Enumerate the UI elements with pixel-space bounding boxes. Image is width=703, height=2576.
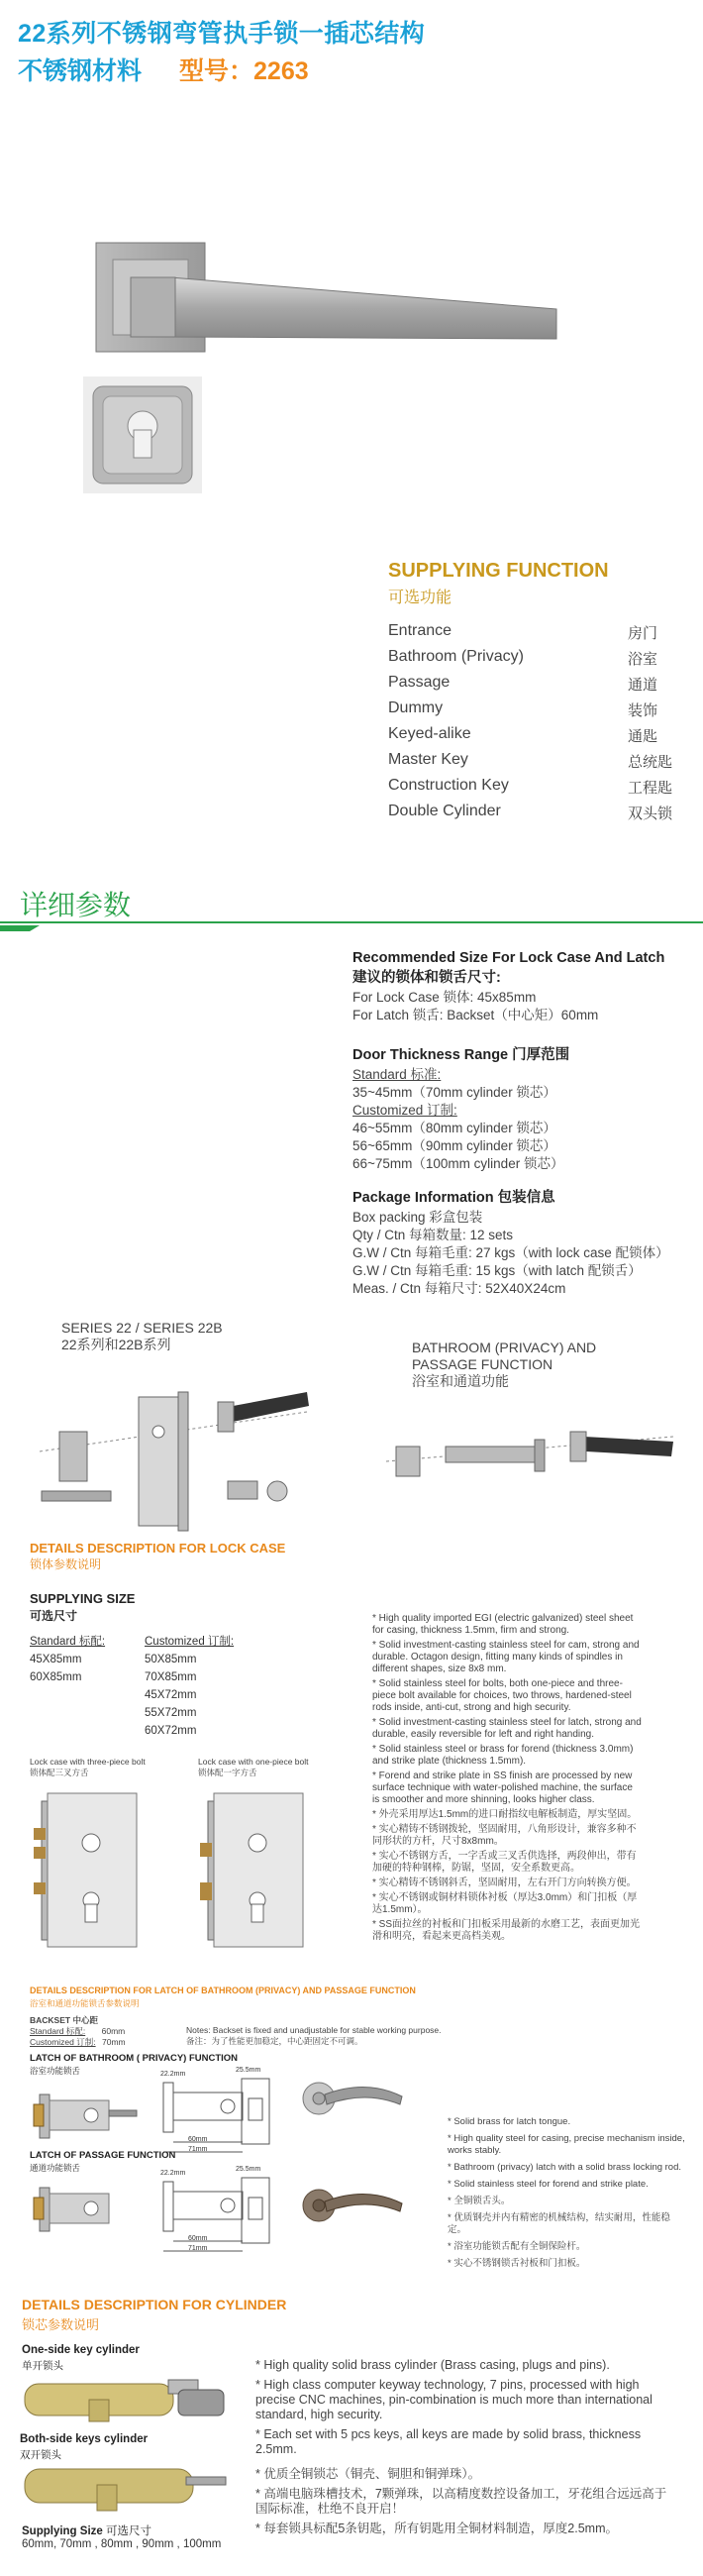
bullet-item: * Solid stainless steel or brass for forend (thickness 3.0mm) and strike plate (thickness 1.5mm). <box>372 1744 634 1767</box>
material-line <box>18 52 309 87</box>
package-line: G.W / Ctn 每箱毛重: 27 kgs（with lock case 配锁体） <box>352 1245 669 1260</box>
cylinder-title: DETAILS DESCRIPTION FOR CYLINDER <box>22 2297 287 2312</box>
bath-latch-title: LATCH OF BATHROOM ( PRIVACY) FUNCTION <box>30 2053 239 2064</box>
door-thickness-block <box>352 1046 689 1173</box>
bullet-text: 浴室功能锁舌配有全铜保险杆。 <box>453 2241 586 2252</box>
bullet-text: SS面拉丝的衬板和门扣板采用最新的水磨工艺，表面更加光滑和明亮，看起来更高档美观。 <box>372 1919 641 1942</box>
supplying-size-line <box>22 2522 151 2538</box>
backset-customized-label: Customized 订制: <box>30 2037 96 2047</box>
bullet-text: Solid stainless steel for forend and strike plate. <box>453 2179 649 2190</box>
bullet-item: * Solid investment-casting stainless steel for cam, strong and durable. Octagon design, fitting many kinds of spindles in different shapes, size 8x8 mm. <box>372 1640 640 1674</box>
model-label: 型号： <box>179 57 254 85</box>
bullet-item: * Each set with 5 pcs keys, all keys are made by solid brass, thickness 2.5mm. <box>255 2427 642 2456</box>
dim-label: 22.2mm <box>160 2071 186 2078</box>
bullet-text: 实心不锈钢或铜材料锁体衬板（厚达3.0mm）和门扣板（厚达1.5mm）。 <box>372 1892 638 1915</box>
series-right-en2: PASSAGE FUNCTION <box>412 1356 553 1372</box>
function-en: Passage <box>388 674 451 691</box>
bullet-text: Solid brass for latch tongue. <box>453 2116 571 2127</box>
bullet-text: 每套锁具标配5条钥匙，所有钥匙用全铜材料制造，厚度2.5mm。 <box>263 2522 618 2535</box>
function-en: Construction Key <box>388 777 509 794</box>
standard-size-list <box>30 1633 105 1686</box>
function-item <box>388 777 685 803</box>
standard-label: Standard 标准: <box>352 1067 442 1082</box>
material-label: 不锈钢材料 <box>18 57 143 85</box>
package-block <box>352 1189 689 1298</box>
exploded-latch-diagram <box>376 1402 683 1501</box>
both-side-label: Both-side keys cylinder <box>20 2433 149 2445</box>
backset-label: BACKSET 中心距 <box>30 2015 98 2025</box>
passage-lever-image <box>297 2176 408 2245</box>
bullet-text: 全铜锁舌头。 <box>453 2196 511 2206</box>
lock-case-caption-1 <box>30 1757 146 1778</box>
both-side-cylinder-image <box>20 2459 238 2519</box>
bullet-item: * 每套锁具标配5条钥匙，所有钥匙用全铜材料制造，厚度2.5mm。 <box>255 2522 618 2535</box>
bullet-item: * SS面拉丝的衬板和门扣板采用最新的水磨工艺，表面更加光滑和明亮，看起来更高档美观。 <box>372 1919 641 1942</box>
bullet-item: * 优质钢壳并内有精密的机械结构，结实耐用，性能稳定。 <box>448 2212 670 2235</box>
caption-en: Lock case with three-piece bolt <box>30 1757 146 1767</box>
size-item: 50X85mm <box>145 1654 197 1665</box>
bullet-item: * High class computer keyway technology, 7 pins, processed with high precise CNC machines, pin-combination is much more than international standard, high security. <box>255 2378 653 2421</box>
bullet-text: High class computer keyway technology, 7 pins, processed with high precise CNC machines, pin-combination is much more than international standard, high security. <box>255 2378 653 2421</box>
supplying-size-label-cn: 可选尺寸 <box>106 2525 151 2537</box>
function-en: Keyed-alike <box>388 725 471 742</box>
customized-label: Customized 订制: <box>352 1103 457 1118</box>
function-cn: 总统匙 <box>628 754 673 771</box>
bullet-text: High quality solid brass cylinder (Brass casing, plugs and pins). <box>263 2358 610 2372</box>
bullet-text: 实心不锈钢方舌，一字舌或三叉舌供选择，两段伸出，带有加硬的特种钢棒，防锯，坚固，安全系数更高。 <box>372 1851 637 1874</box>
bullet-item: * Solid brass for latch tongue. <box>448 2116 571 2127</box>
bullet-text: Solid investment-casting stainless steel for cam, strong and durable. Octagon design, fitting many kinds of spindles in different shapes, size 8x8 mm. <box>372 1640 640 1674</box>
heading-accent <box>0 925 40 931</box>
dim-label: 71mm <box>188 2245 208 2252</box>
backset-standard-value: 60mm <box>101 2026 126 2036</box>
bullet-item: * 高端电脑珠槽技术，7颗弹珠，以高精度数控设备加工，牙花组合远远高于国际标准，杜绝不良开启！ <box>255 2487 667 2516</box>
series-right-en1: BATHROOM (PRIVACY) AND <box>412 1340 597 1355</box>
bullet-item: * 全铜锁舌头。 <box>448 2196 511 2206</box>
function-cn: 浴室 <box>628 651 658 668</box>
details-heading: 详细参数 <box>20 890 132 920</box>
size-item: 60X85mm <box>30 1671 82 1683</box>
bullet-text: Forend and strike plate in SS finish are processed by new surface technique with water-polished machine, the surface is smoother and more shinning, looks higher class. <box>372 1771 633 1805</box>
backset-standard <box>30 2026 188 2037</box>
cylinder-sizes: 60mm, 70mm , 80mm , 90mm , 100mm <box>22 2538 222 2550</box>
bullet-item: * Forend and strike plate in SS finish are processed by new surface technique with water-polished machine, the surface is smoother and more shinning, looks higher class. <box>372 1771 633 1805</box>
series-right-label <box>412 1340 596 1390</box>
package-line: Meas. / Ctn 每箱尺寸: 52X40X24cm <box>352 1281 566 1296</box>
thickness-line: 56~65mm（90mm cylinder 锁芯） <box>352 1138 556 1153</box>
both-side-label-cn: 双开锁头 <box>20 2449 61 2461</box>
backset-customized-value: 70mm <box>101 2037 126 2047</box>
size-item: 55X72mm <box>145 1707 197 1719</box>
function-item <box>388 622 685 648</box>
backset-standard-label: Standard 标配: <box>30 2026 86 2036</box>
function-item <box>388 648 685 674</box>
function-en: Bathroom (Privacy) <box>388 648 524 665</box>
recommended-size-block <box>352 949 689 1024</box>
customized-size-list <box>145 1633 234 1740</box>
bullet-text: 优质钢壳并内有精密的机械结构，结实耐用，性能稳定。 <box>448 2212 670 2235</box>
series-left-label <box>61 1320 223 1353</box>
function-list <box>388 622 685 828</box>
function-en: Double Cylinder <box>388 803 501 819</box>
bullet-item: * 实心不锈钢锁舌衬板和门扣板。 <box>448 2258 586 2269</box>
bullet-item: * 外壳采用厚达1.5mm的进口耐指纹电解板制造，厚实坚固。 <box>372 1809 638 1820</box>
bullet-item: * 优质全铜锁芯（铜壳、铜胆和铜弹珠）。 <box>255 2467 481 2481</box>
exploded-lock-diagram <box>30 1372 317 1541</box>
door-thickness-title: Door Thickness Range 门厚范围 <box>352 1047 570 1063</box>
note-cn: 备注：为了性能更加稳定，中心距固定不可调。 <box>186 2036 363 2046</box>
caption-en: Lock case with one-piece bolt <box>198 1757 309 1767</box>
latch-title-cn: 浴室和通道功能锁舌参数说明 <box>30 1998 140 2008</box>
bullet-item: * High quality solid brass cylinder (Brass casing, plugs and pins). <box>255 2358 610 2372</box>
function-en: Master Key <box>388 751 468 768</box>
bullet-text: Solid investment-casting stainless steel for latch, strong and durable, easily reversible for left and right handing. <box>372 1717 642 1740</box>
bullet-text: 高端电脑珠槽技术，7颗弹珠，以高精度数控设备加工，牙花组合远远高于国际标准，杜绝不良开启！ <box>255 2487 667 2516</box>
bullet-text: High quality steel for casing, precise mechanism inside, works stably. <box>448 2133 685 2156</box>
bullet-text: 实心不锈钢锁舌衬板和门扣板。 <box>453 2258 586 2269</box>
bath-strike-plate-drawing <box>236 2067 273 2152</box>
escutcheon-image <box>81 375 204 495</box>
standard-size-label: Standard 标配: <box>30 1636 106 1648</box>
cylinder-bullets <box>255 2358 671 2541</box>
customized-size-label: Customized 订制: <box>145 1636 235 1648</box>
supplying-function-title: SUPPLYING FUNCTION <box>388 560 609 582</box>
size-item: 45X85mm <box>30 1654 82 1665</box>
bullet-text: 优质全铜锁芯（铜壳、铜胆和铜弹珠）。 <box>263 2467 481 2481</box>
thickness-line: 66~75mm（100mm cylinder 锁芯） <box>352 1156 564 1171</box>
bullet-text: 实心精铸不锈钢拨轮，坚固耐用，八角形设计，兼容多种不同形状的方杆，尺寸8x8mm。 <box>372 1824 637 1847</box>
note-en: Notes: Backset is fixed and unadjustable for stable working purpose. <box>186 2025 442 2035</box>
cylinder-title-cn: 锁芯参数说明 <box>22 2317 100 2332</box>
bullet-text: Bathroom (privacy) latch with a solid brass locking rod. <box>453 2162 682 2173</box>
recommended-line: For Latch 锁舌: Backset（中心矩）60mm <box>352 1008 599 1022</box>
function-item <box>388 674 685 699</box>
lock-case-one-bolt-image <box>196 1783 325 1952</box>
dim-label: 25.5mm <box>236 2166 261 2173</box>
model-number: 2263 <box>253 57 309 85</box>
heading-divider <box>0 921 703 923</box>
function-cn: 通匙 <box>628 728 658 745</box>
dim-label: 60mm <box>188 2235 208 2242</box>
package-line: Qty / Ctn 每箱数量: 12 sets <box>352 1228 514 1242</box>
backset-note <box>186 2025 442 2047</box>
dim-label: 22.2mm <box>160 2170 186 2177</box>
supplying-size-title: SUPPLYING SIZE <box>30 1591 136 1606</box>
bullet-text: Each set with 5 pcs keys, all keys are made by solid brass, thickness 2.5mm. <box>255 2427 642 2456</box>
bullet-item: * 实心不锈钢方舌，一字舌或三叉舌供选择，两段伸出，带有加硬的特种钢棒，防锯，坚固，安全系数更高。 <box>372 1851 637 1874</box>
bullet-item: * High quality steel for casing, precise mechanism inside, works stably. <box>448 2133 685 2156</box>
package-line: G.W / Ctn 每箱毛重: 15 kgs（with latch 配锁舌） <box>352 1263 642 1278</box>
function-item <box>388 699 685 725</box>
latch-title: DETAILS DESCRIPTION FOR LATCH OF BATHROOM (PRIVACY) AND PASSAGE FUNCTION <box>30 1986 416 1995</box>
dim-label: 60mm <box>188 2136 208 2143</box>
series-left-cn: 22系列和22B系列 <box>61 1337 171 1352</box>
series-right-cn: 浴室和通道功能 <box>412 1373 509 1389</box>
recommended-title-cn: 建议的锁体和锁舌尺寸: <box>352 970 501 986</box>
thickness-line: 35~45mm（70mm cylinder 锁芯） <box>352 1085 556 1100</box>
recommended-title: Recommended Size For Lock Case And Latch <box>352 950 665 966</box>
bullet-text: 外壳采用厚达1.5mm的进口耐指纹电解板制造，厚实坚固。 <box>378 1809 638 1820</box>
one-side-label: One-side key cylinder <box>22 2344 140 2356</box>
lock-case-title: DETAILS DESCRIPTION FOR LOCK CASE <box>30 1541 286 1556</box>
passage-latch-title: LATCH OF PASSAGE FUNCTION <box>30 2150 176 2161</box>
one-side-label-cn: 单开锁头 <box>22 2360 63 2372</box>
bullet-item: * Bathroom (privacy) latch with a solid brass locking rod. <box>448 2162 682 2173</box>
series-left-en: SERIES 22 / SERIES 22B <box>61 1320 223 1336</box>
package-title: Package Information 包装信息 <box>352 1190 555 1206</box>
passage-strike-plate-drawing <box>236 2166 273 2251</box>
bullet-item: * 实心不锈钢或铜材料锁体衬板（厚达3.0mm）和门扣板（厚达1.5mm）。 <box>372 1892 638 1915</box>
bullet-item: * Solid stainless steel for forend and strike plate. <box>448 2179 649 2190</box>
bullet-text: High quality imported EGI (electric galvanized) steel sheet for casing, thickness 1.5mm, firm and strong. <box>372 1613 634 1636</box>
function-item <box>388 725 685 751</box>
function-cn: 通道 <box>628 677 658 694</box>
bullet-item: * 实心精铸不锈钢拨轮，坚固耐用，八角形设计，兼容多种不同形状的方杆，尺寸8x8mm。 <box>372 1824 637 1847</box>
size-item: 45X72mm <box>145 1689 197 1701</box>
dim-label: 25.5mm <box>236 2067 261 2074</box>
bullet-item: * Solid stainless steel for bolts, both one-piece and three-piece bolt available for choices, two throws, hardened-steel rods inside, anti-cut, strong and high security. <box>372 1678 632 1713</box>
size-item: 60X72mm <box>145 1725 197 1737</box>
bullet-text: 实心精铸不锈钢斜舌，坚固耐用，左右开门方向转换方便。 <box>378 1878 637 1888</box>
bullet-text: Solid stainless steel or brass for forend (thickness 3.0mm) and strike plate (thickness 1.5mm). <box>372 1744 634 1767</box>
lock-case-caption-2 <box>198 1757 309 1778</box>
passage-latch-image <box>30 2174 139 2243</box>
bullet-text: Solid stainless steel for bolts, both one-piece and three-piece bolt available for choices, two throws, hardened-steel rods inside, anti-cut, strong and high security. <box>372 1678 632 1713</box>
recommended-line: For Lock Case 锁体: 45x85mm <box>352 990 537 1005</box>
package-line: Box packing 彩盒包装 <box>352 1210 483 1225</box>
lock-case-bullets <box>372 1613 642 1946</box>
function-item <box>388 803 685 828</box>
lock-case-three-bolt-image <box>30 1783 158 1952</box>
bullet-item: * Solid investment-casting stainless steel for latch, strong and durable, easily reversible for left and right handing. <box>372 1717 642 1740</box>
lock-case-title-cn: 锁体参数说明 <box>30 1557 102 1571</box>
caption-cn: 锁体配一字方舌 <box>198 1768 257 1777</box>
supplying-function-subtitle: 可选功能 <box>388 590 452 606</box>
function-cn: 房门 <box>628 625 658 642</box>
bath-latch-image <box>30 2075 139 2154</box>
function-cn: 装饰 <box>628 702 658 719</box>
function-en: Entrance <box>388 622 452 639</box>
supplying-size-label: Supplying Size <box>22 2525 103 2537</box>
lever-handle-image <box>91 238 665 367</box>
thickness-line: 46~55mm（80mm cylinder 锁芯） <box>352 1121 556 1135</box>
backset-block <box>30 2015 188 2048</box>
function-cn: 工程匙 <box>628 780 673 797</box>
size-item: 70X85mm <box>145 1671 197 1683</box>
page-title: 22系列不锈钢弯管执手锁一插芯结构 <box>18 20 426 48</box>
bath-lever-image <box>297 2069 408 2138</box>
bullet-item: * High quality imported EGI (electric galvanized) steel sheet for casing, thickness 1.5mm, firm and strong. <box>372 1613 634 1636</box>
dim-label: 71mm <box>188 2146 208 2153</box>
bullet-item: * 实心精铸不锈钢斜舌，坚固耐用，左右开门方向转换方便。 <box>372 1878 637 1888</box>
one-side-cylinder-image <box>20 2370 238 2429</box>
backset-customized <box>30 2037 188 2048</box>
caption-cn: 锁体配三叉方舌 <box>30 1768 89 1777</box>
supplying-size-title-cn: 可选尺寸 <box>30 1609 78 1623</box>
passage-latch-title-cn: 通道功能锁舌 <box>30 2163 81 2173</box>
function-cn: 双头锁 <box>628 805 673 822</box>
bullet-item: * 浴室功能锁舌配有全铜保险杆。 <box>448 2241 586 2252</box>
bath-latch-title-cn: 浴室功能锁舌 <box>30 2066 81 2076</box>
function-en: Dummy <box>388 699 444 716</box>
latch-bullets <box>448 2116 685 2275</box>
function-item <box>388 751 685 777</box>
